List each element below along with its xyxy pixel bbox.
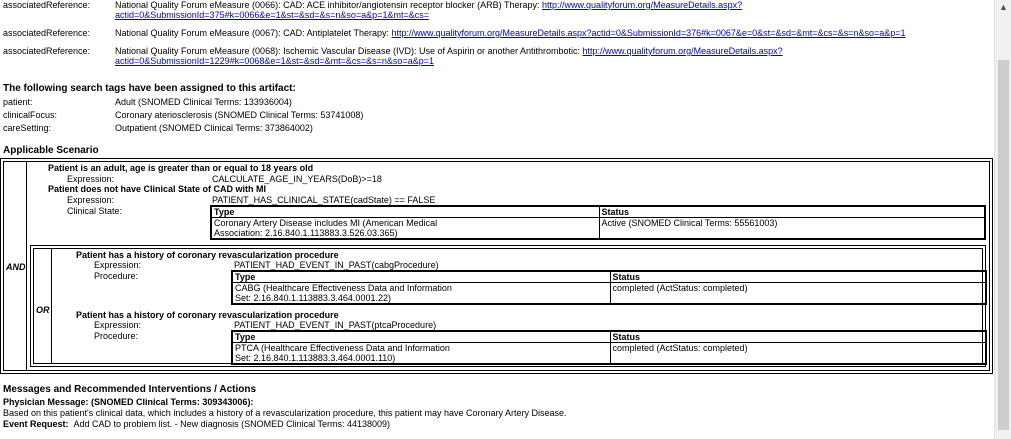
expression-value: CALCULATE_AGE_IN_YEARS(DoB)>=18	[212, 174, 382, 184]
tag-label: clinicalFocus:	[3, 110, 58, 120]
messages-section	[3, 385, 993, 430]
clinical-state-label: Clinical State:	[67, 206, 123, 216]
expression-label: Expression:	[67, 195, 115, 205]
procedure-label-row	[94, 331, 234, 341]
status-header: Status	[599, 206, 985, 218]
vertical-scrollbar[interactable]	[994, 0, 1011, 439]
reference-link[interactable]: http://www.qualityforum.org/MeasureDetails.aspx?actid=0&SubmissionId=376#k=0067&e=0&st=&sd=&mt=&cs=&s=n&so=a&p=1	[391, 28, 906, 38]
procedure-table	[231, 270, 987, 305]
type-line: CABG (Healthcare Effectiveness Data and Information	[235, 283, 452, 293]
reference-label: associatedReference:	[3, 28, 91, 38]
tag-value: Coronary ateriosclerosis (SNOMED Clinical Terms: 53741008)	[115, 110, 364, 120]
event-request-label: Event Request:	[3, 419, 69, 429]
type-line: Coronary Artery Disease includes MI (American Medical	[214, 218, 438, 228]
or-operator: OR	[36, 305, 50, 315]
event-request-text: Add CAD to problem list. - New diagnosis (SNOMED Clinical Terms: 44138009)	[73, 419, 390, 429]
reference-value: National Quality Forum eMeasure (0066): CAD: ACE inhibitor/angiotensin receptor blocker (ARB) Therapy: http://www.qualityforum.org/MeasureDetails.aspx?actid=0&SubmissionId=375#k=0066&e=1&st=&sd=&s=n&so=a&p=1&mt=&cs=	[115, 0, 743, 20]
expression-value: PATIENT_HAD_EVENT_IN_PAST(cabgProcedure)	[234, 260, 439, 270]
and-cell	[4, 162, 27, 370]
type-cell	[232, 343, 610, 365]
clinical-state-table	[210, 205, 986, 240]
table-row	[232, 283, 986, 305]
scenario-table	[0, 158, 993, 374]
scroll-up-icon[interactable]: ▲	[999, 2, 1008, 12]
table-header-row	[211, 206, 985, 218]
tag-row	[3, 122, 993, 135]
expression-value: PATIENT_HAS_CLINICAL_STATE(cadState) == FALSE	[212, 195, 436, 205]
scenario-title: Applicable Scenario	[3, 145, 99, 156]
clinical-state-label-row	[67, 206, 207, 216]
reference-row	[3, 20, 993, 40]
status-cell: completed (ActStatus: completed)	[610, 283, 986, 305]
tag-row	[3, 109, 993, 122]
type-cell	[232, 283, 610, 305]
table-header-row	[232, 271, 986, 283]
reference-row	[3, 0, 993, 20]
type-line: Set: 2.16.840.1.113883.3.464.0001.22)	[235, 293, 391, 303]
tags-title: The following search tags have been assigned to this artifact:	[3, 83, 296, 94]
expression-label: Expression:	[67, 174, 115, 184]
table-row	[211, 218, 985, 240]
table-row	[232, 343, 986, 365]
and-operator: AND	[6, 262, 26, 272]
tag-label: patient:	[3, 97, 33, 107]
reference-link[interactable]: http://www.qualityforum.org/MeasureDetails.aspx?actid=0&SubmissionId=1229#k=0068&e=1&st=&sd=&mt=&cs=&s=n&so=a&p=1	[115, 46, 783, 66]
tag-value: Outpatient (SNOMED Clinical Terms: 373864002)	[115, 123, 313, 133]
status-cell: Active (SNOMED Clinical Terms: 55561003)	[599, 218, 985, 240]
reference-label: associatedReference:	[3, 46, 91, 56]
tag-row	[3, 96, 993, 109]
scrollbar-thumb[interactable]	[998, 60, 1009, 430]
status-header: Status	[610, 271, 986, 283]
criterion-expression	[67, 195, 967, 205]
procedure-table	[231, 330, 987, 365]
or-group	[30, 245, 986, 367]
criterion-expression	[94, 260, 974, 270]
status-cell: completed (ActStatus: completed)	[610, 343, 986, 365]
reference-label: associatedReference:	[3, 0, 91, 10]
type-cell	[211, 218, 599, 240]
type-line: PTCA (Healthcare Effectiveness Data and Information	[235, 343, 450, 353]
reference-row	[3, 40, 993, 76]
type-line: Set: 2.16.840.1.113883.3.464.0001.110)	[235, 353, 396, 363]
status-header: Status	[610, 331, 986, 343]
scenario-inner	[3, 161, 990, 371]
procedure-label: Procedure:	[94, 331, 139, 341]
criterion-title: Patient does not have Clinical State of CAD with MI	[48, 184, 267, 194]
criterion-title: Patient is an adult, age is greater than or equal to 18 years old	[48, 163, 314, 173]
table-header-row	[232, 331, 986, 343]
expression-value: PATIENT_HAD_EVENT_IN_PAST(ptcaProcedure)	[234, 320, 437, 330]
reference-link[interactable]: http://www.qualityforum.org/MeasureDetails.aspx?actid=0&SubmissionId=375#k=0066&e=1&st=&sd=&s=n&so=a&p=1&mt=&cs=	[115, 0, 743, 20]
or-inner	[33, 248, 983, 364]
tag-value: Adult (SNOMED Clinical Terms: 133936004)	[115, 97, 292, 107]
expression-label: Expression:	[94, 260, 142, 270]
criterion-expression	[94, 320, 974, 330]
procedure-label: Procedure:	[94, 271, 139, 281]
tag-label: careSetting:	[3, 123, 52, 133]
criterion-expression	[67, 174, 967, 184]
type-header: Type	[232, 271, 610, 283]
or-cell	[34, 249, 52, 363]
type-header: Type	[232, 331, 610, 343]
reference-value: National Quality Forum eMeasure (0067): CAD: Antiplatelet Therapy: http://www.qualityforum.org/MeasureDetails.aspx?actid=0&SubmissionId=376#k=0067&e=0&st=&sd=&mt=&cs=&s=n&so=a&p=1	[115, 28, 906, 38]
criterion-title: Patient has a history of coronary revascularization procedure	[76, 310, 339, 320]
reference-value: National Quality Forum eMeasure (0068): Ischemic Vascular Disease (IVD): Use of Aspirin or another Antithrombotic: http://www.qualityforum.org/MeasureDetails.aspx?actid=0&SubmissionId=1229#k=0068&e=1&st=&sd=&mt=&cs=&s=n&so=a&p=1	[115, 46, 783, 66]
type-header: Type	[211, 206, 599, 218]
physician-message-text: Based on this patient's clinical data, which includes a history of a revascularization procedure, this patient may have Coronary Artery Disease.	[3, 408, 567, 418]
expression-label: Expression:	[94, 320, 142, 330]
document	[3, 0, 993, 156]
physician-message-label: Physician Message: (SNOMED Clinical Terms: 309343006):	[3, 397, 254, 407]
criterion-title: Patient has a history of coronary revascularization procedure	[76, 250, 339, 260]
procedure-label-row	[94, 271, 234, 281]
event-request-row	[3, 419, 993, 430]
messages-title: Messages and Recommended Interventions / Actions	[3, 384, 257, 395]
type-line: Association: 2.16.840.1.113883.3.526.03.365)	[214, 228, 398, 238]
